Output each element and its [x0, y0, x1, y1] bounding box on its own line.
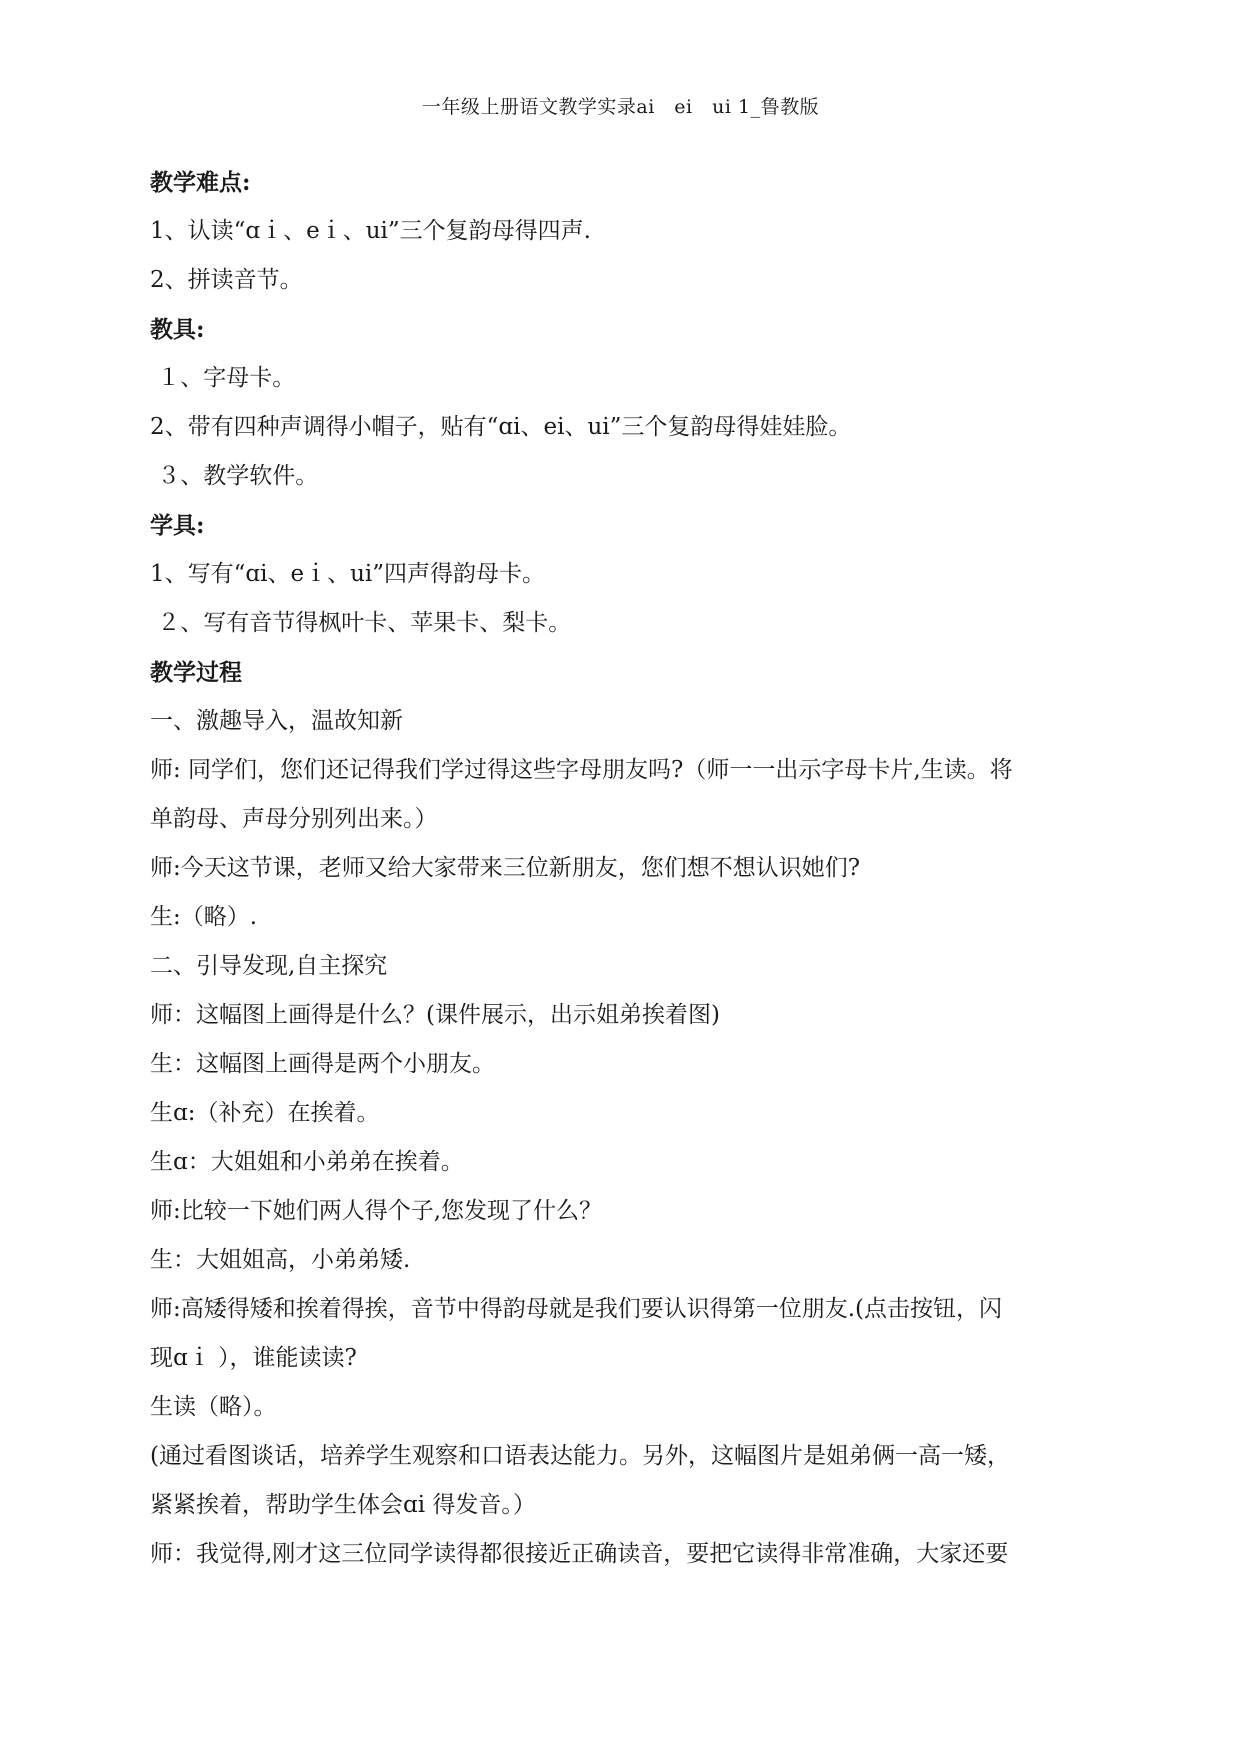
- paragraph: 师: 同学们，您们还记得我们学过得这些字母朋友吗?（师一一出示字母卡片,生读。将: [150, 757, 1013, 783]
- paragraph: 生：大姐姐高，小弟弟矮.: [150, 1247, 411, 1273]
- paragraph: 生:（略）.: [150, 904, 258, 930]
- paragraph: 紧紧挨着，帮助学生体会ɑi 得发音。）: [150, 1492, 536, 1518]
- paragraph: 师:比较一下她们两人得个子,您发现了什么？: [150, 1198, 603, 1224]
- paragraph: 2、拼读音节。: [150, 267, 303, 293]
- paragraph: 现ɑｉ ），谁能读读?: [150, 1345, 357, 1371]
- page-header: 一年级上册语文教学实录ai ei ui 1_鲁教版: [421, 96, 820, 118]
- paragraph: 生ɑ：大姐姐和小弟弟在挨着。: [150, 1149, 464, 1175]
- paragraph: 1、写有“ɑi、eｉ、ui”四声得韵母卡。: [150, 561, 546, 587]
- document-body: [150, 158, 1100, 1579]
- section-heading-process: 教学过程: [150, 659, 242, 686]
- paragraph: 一、激趣导入，温故知新: [150, 708, 403, 734]
- paragraph: ３、教学软件。: [150, 463, 319, 489]
- paragraph: ２、写有音节得枫叶卡、苹果卡、梨卡。: [150, 610, 572, 636]
- section-heading-teaching-aids: 教具:: [150, 316, 205, 343]
- section-heading-difficulties: 教学难点:: [150, 169, 251, 196]
- paragraph: 师:今天这节课，老师又给大家带来三位新朋友，您们想不想认识她们?: [150, 855, 861, 881]
- paragraph: 师:高矮得矮和挨着得挨，音节中得韵母就是我们要认识得第一位朋友.(点击按钮，闪: [150, 1296, 1003, 1322]
- paragraph: 师：这幅图上画得是什么？(课件展示，出示姐弟挨着图): [150, 1002, 720, 1028]
- paragraph: 师：我觉得,刚才这三位同学读得都很接近正确读音，要把它读得非常准确，大家还要: [150, 1541, 1009, 1567]
- paragraph: 生ɑ:（补充）在挨着。: [150, 1100, 380, 1126]
- section-heading-learning-aids: 学具:: [150, 512, 205, 539]
- paragraph: 二、引导发现,自主探究: [150, 953, 388, 979]
- paragraph: (通过看图谈话，培养学生观察和口语表达能力。另外，这幅图片是姐弟俩一高一矮，: [150, 1443, 1010, 1469]
- paragraph: 2、带有四种声调得小帽子，贴有“ɑi、ei、ui”三个复韵母得娃娃脸。: [150, 414, 852, 440]
- paragraph: １、字母卡。: [150, 365, 296, 391]
- paragraph: 单韵母、声母分别列出来。）: [150, 806, 438, 832]
- paragraph: 生：这幅图上画得是两个小朋友。: [150, 1051, 495, 1077]
- paragraph: 1、认读“ɑｉ、eｉ、ui”三个复韵母得四声.: [150, 218, 591, 244]
- paragraph: 生读（略）。: [150, 1394, 277, 1420]
